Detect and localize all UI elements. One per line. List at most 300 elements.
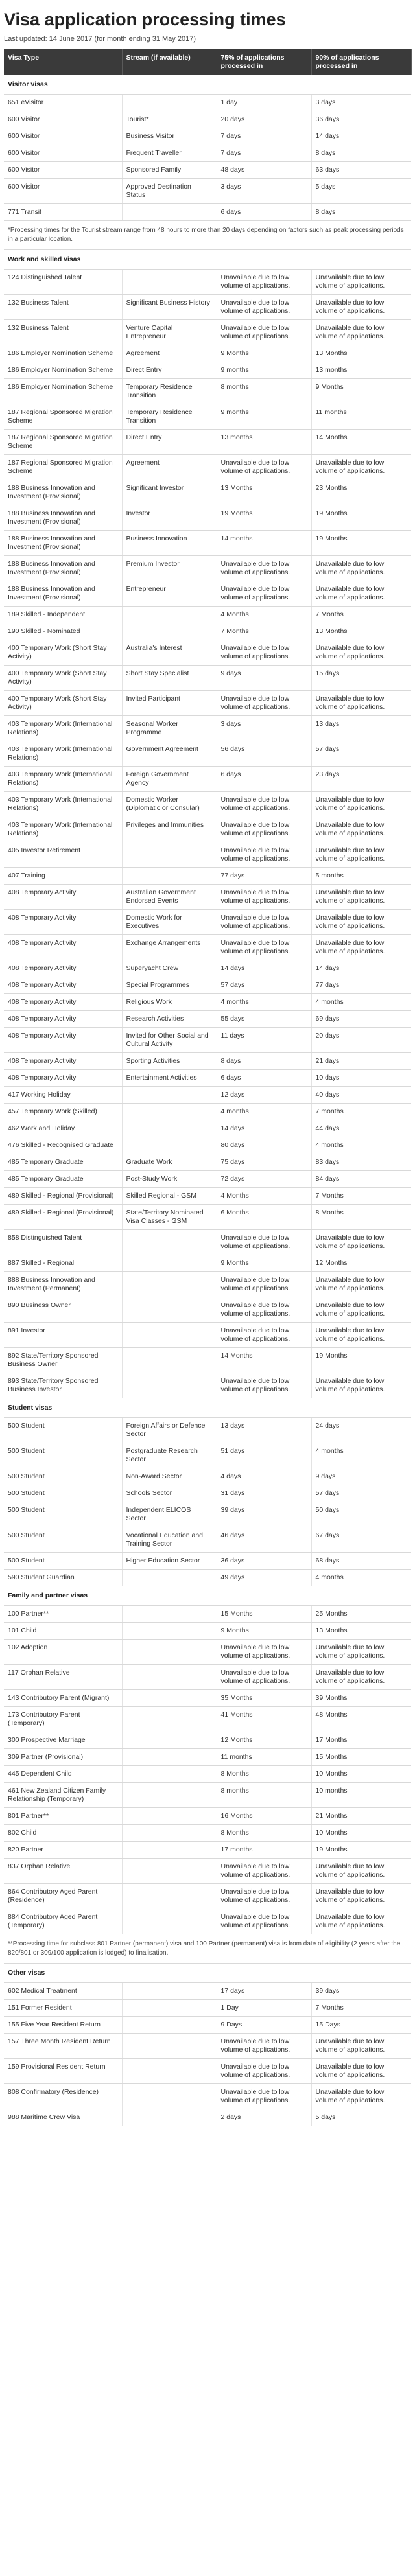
cell-75-percent: Unavailable due to low volume of applications.: [217, 691, 311, 716]
cell-stream: [122, 1859, 217, 1884]
cell-75-percent: 55 days: [217, 1011, 311, 1028]
cell-visa-type: 887 Skilled - Regional: [4, 1255, 122, 1272]
cell-90-percent: 68 days: [311, 1553, 411, 1570]
table-row: [4, 691, 411, 716]
section-header-row: [4, 250, 411, 270]
cell-90-percent: 5 months: [311, 868, 411, 885]
table-row: [4, 1859, 411, 1884]
table-row: [4, 2000, 411, 2017]
cell-75-percent: 72 days: [217, 1171, 311, 1188]
cell-90-percent: 63 days: [311, 162, 411, 179]
cell-stream: Post-Study Work: [122, 1171, 217, 1188]
cell-stream: [122, 1623, 217, 1640]
cell-visa-type: 403 Temporary Work (International Relations): [4, 767, 122, 792]
table-row: [4, 1070, 411, 1087]
cell-90-percent: 7 Months: [311, 607, 411, 623]
table-row: [4, 1418, 411, 1443]
table-row: [4, 128, 411, 145]
cell-90-percent: 36 days: [311, 111, 411, 128]
cell-visa-type: 408 Temporary Activity: [4, 1053, 122, 1070]
cell-stream: [122, 1323, 217, 1348]
cell-visa-type: 602 Medical Treatment: [4, 1983, 122, 2000]
cell-stream: Agreement: [122, 455, 217, 480]
cell-90-percent: 50 days: [311, 1502, 411, 1527]
table-row: [4, 1468, 411, 1485]
cell-90-percent: 5 days: [311, 179, 411, 204]
cell-stream: [122, 1297, 217, 1323]
cell-stream: [122, 1825, 217, 1842]
cell-visa-type: 300 Prospective Marriage: [4, 1732, 122, 1749]
cell-visa-type: 445 Dependent Child: [4, 1766, 122, 1783]
table-row: [4, 320, 411, 345]
table-row: [4, 1297, 411, 1323]
cell-stream: Government Agreement: [122, 741, 217, 767]
table-row: [4, 842, 411, 868]
cell-stream: State/Territory Nominated Visa Classes - GSM: [122, 1205, 217, 1230]
cell-stream: Agreement: [122, 345, 217, 362]
cell-75-percent: 39 days: [217, 1502, 311, 1527]
header-stream: Stream (if available): [122, 49, 217, 75]
cell-visa-type: 864 Contributory Aged Parent (Residence): [4, 1884, 122, 1909]
cell-stream: [122, 1640, 217, 1665]
cell-visa-type: 808 Confirmatory (Residence): [4, 2084, 122, 2109]
cell-stream: Invited for Other Social and Cultural Activity: [122, 1028, 217, 1053]
cell-90-percent: 8 Months: [311, 1205, 411, 1230]
cell-stream: Venture Capital Entrepreneur: [122, 320, 217, 345]
cell-90-percent: 19 Months: [311, 531, 411, 556]
cell-visa-type: 500 Student: [4, 1418, 122, 1443]
table-row: [4, 1373, 411, 1398]
cell-stream: Exchange Arrangements: [122, 935, 217, 960]
cell-stream: [122, 95, 217, 111]
cell-stream: [122, 1570, 217, 1586]
table-row: [4, 556, 411, 581]
cell-75-percent: 8 months: [217, 379, 311, 404]
cell-stream: [122, 1690, 217, 1707]
cell-75-percent: 17 days: [217, 1983, 311, 2000]
cell-90-percent: Unavailable due to low volume of applications.: [311, 455, 411, 480]
table-row: [4, 1783, 411, 1808]
table-row: [4, 1087, 411, 1104]
cell-75-percent: 4 days: [217, 1468, 311, 1485]
section-title: Family and partner visas: [4, 1586, 411, 1606]
cell-75-percent: 4 months: [217, 994, 311, 1011]
cell-75-percent: 3 days: [217, 179, 311, 204]
cell-75-percent: Unavailable due to low volume of applications.: [217, 842, 311, 868]
cell-visa-type: 188 Business Innovation and Investment (Provisional): [4, 531, 122, 556]
cell-stream: [122, 607, 217, 623]
table-row: [4, 2017, 411, 2034]
cell-stream: Religious Work: [122, 994, 217, 1011]
cell-stream: Seasonal Worker Programme: [122, 716, 217, 741]
cell-75-percent: 8 months: [217, 1783, 311, 1808]
cell-visa-type: 408 Temporary Activity: [4, 1070, 122, 1087]
cell-75-percent: 12 days: [217, 1087, 311, 1104]
cell-visa-type: 117 Orphan Relative: [4, 1665, 122, 1690]
cell-75-percent: Unavailable due to low volume of applications.: [217, 1640, 311, 1665]
cell-stream: [122, 1909, 217, 1934]
cell-90-percent: 39 days: [311, 1983, 411, 2000]
cell-visa-type: 600 Visitor: [4, 179, 122, 204]
cell-75-percent: Unavailable due to low volume of applications.: [217, 581, 311, 607]
cell-90-percent: Unavailable due to low volume of applications.: [311, 581, 411, 607]
cell-stream: Higher Education Sector: [122, 1553, 217, 1570]
table-row: [4, 1230, 411, 1255]
cell-90-percent: Unavailable due to low volume of applications.: [311, 1272, 411, 1297]
cell-stream: Vocational Education and Training Sector: [122, 1527, 217, 1553]
cell-stream: Schools Sector: [122, 1485, 217, 1502]
cell-75-percent: 9 Months: [217, 1623, 311, 1640]
cell-75-percent: 13 months: [217, 430, 311, 455]
cell-stream: Business Innovation: [122, 531, 217, 556]
cell-90-percent: Unavailable due to low volume of applications.: [311, 910, 411, 935]
table-row: [4, 1205, 411, 1230]
cell-90-percent: 40 days: [311, 1087, 411, 1104]
table-row: [4, 480, 411, 505]
cell-stream: Short Stay Specialist: [122, 666, 217, 691]
cell-90-percent: 15 Months: [311, 1749, 411, 1766]
page-title: Visa application processing times: [4, 10, 286, 29]
cell-stream: [122, 204, 217, 221]
cell-75-percent: 14 months: [217, 531, 311, 556]
cell-visa-type: 476 Skilled - Recognised Graduate: [4, 1137, 122, 1154]
cell-stream: Significant Business History: [122, 295, 217, 320]
cell-75-percent: Unavailable due to low volume of applications.: [217, 1859, 311, 1884]
cell-visa-type: 858 Distinguished Talent: [4, 1230, 122, 1255]
cell-90-percent: Unavailable due to low volume of applications.: [311, 2084, 411, 2109]
cell-75-percent: 19 Months: [217, 505, 311, 531]
table-row: [4, 607, 411, 623]
cell-90-percent: 10 months: [311, 1783, 411, 1808]
cell-90-percent: 11 months: [311, 404, 411, 430]
cell-visa-type: 186 Employer Nomination Scheme: [4, 345, 122, 362]
table-row: [4, 2034, 411, 2059]
cell-75-percent: Unavailable due to low volume of applications.: [217, 270, 311, 295]
cell-75-percent: Unavailable due to low volume of applications.: [217, 2084, 311, 2109]
cell-stream: [122, 868, 217, 885]
cell-stream: [122, 1087, 217, 1104]
cell-stream: Research Activities: [122, 1011, 217, 1028]
cell-90-percent: Unavailable due to low volume of applications.: [311, 556, 411, 581]
table-row: [4, 767, 411, 792]
table-row: [4, 1606, 411, 1623]
cell-stream: Independent ELICOS Sector: [122, 1502, 217, 1527]
cell-visa-type: 837 Orphan Relative: [4, 1859, 122, 1884]
cell-75-percent: 9 Days: [217, 2017, 311, 2034]
cell-75-percent: 17 months: [217, 1842, 311, 1859]
table-row: [4, 977, 411, 994]
cell-90-percent: 4 months: [311, 1443, 411, 1468]
cell-75-percent: 15 Months: [217, 1606, 311, 1623]
cell-75-percent: 6 days: [217, 767, 311, 792]
header-visa-type: Visa Type: [4, 49, 122, 75]
cell-75-percent: 13 days: [217, 1418, 311, 1443]
cell-visa-type: 132 Business Talent: [4, 295, 122, 320]
cell-90-percent: Unavailable due to low volume of applications.: [311, 935, 411, 960]
cell-90-percent: Unavailable due to low volume of applications.: [311, 1884, 411, 1909]
cell-stream: [122, 1783, 217, 1808]
section-header-row: [4, 1586, 411, 1606]
table-row: [4, 666, 411, 691]
section-header-row: [4, 1398, 411, 1418]
table-row: [4, 455, 411, 480]
cell-visa-type: 408 Temporary Activity: [4, 885, 122, 910]
cell-75-percent: 4 months: [217, 1104, 311, 1120]
cell-90-percent: 19 Months: [311, 1348, 411, 1373]
cell-90-percent: 4 months: [311, 994, 411, 1011]
table-row: [4, 1749, 411, 1766]
table-row: [4, 1255, 411, 1272]
table-row: [4, 1443, 411, 1468]
cell-90-percent: 13 months: [311, 362, 411, 379]
cell-90-percent: 14 Months: [311, 430, 411, 455]
table-row: [4, 179, 411, 204]
cell-75-percent: 9 Months: [217, 345, 311, 362]
table-row: [4, 1171, 411, 1188]
cell-visa-type: 884 Contributory Aged Parent (Temporary): [4, 1909, 122, 1934]
cell-90-percent: 8 days: [311, 145, 411, 162]
cell-visa-type: 188 Business Innovation and Investment (Provisional): [4, 505, 122, 531]
cell-visa-type: 309 Partner (Provisional): [4, 1749, 122, 1766]
cell-90-percent: 8 days: [311, 204, 411, 221]
cell-visa-type: 190 Skilled - Nominated: [4, 623, 122, 640]
table-row: [4, 1527, 411, 1553]
table-row: [4, 1732, 411, 1749]
cell-75-percent: Unavailable due to low volume of applications.: [217, 910, 311, 935]
cell-75-percent: 49 days: [217, 1570, 311, 1586]
table-row: [4, 295, 411, 320]
cell-visa-type: 771 Transit: [4, 204, 122, 221]
cell-75-percent: 57 days: [217, 977, 311, 994]
section-title: Visitor visas: [4, 75, 411, 95]
table-row: [4, 1272, 411, 1297]
cell-stream: [122, 1255, 217, 1272]
cell-visa-type: 102 Adoption: [4, 1640, 122, 1665]
cell-90-percent: 19 Months: [311, 1842, 411, 1859]
cell-visa-type: 801 Partner**: [4, 1808, 122, 1825]
table-row: [4, 1188, 411, 1205]
section-note-row: [4, 1934, 411, 1964]
table-row: [4, 1570, 411, 1586]
cell-visa-type: 893 State/Territory Sponsored Business Investor: [4, 1373, 122, 1398]
cell-75-percent: 9 days: [217, 666, 311, 691]
table-row: [4, 935, 411, 960]
table-row: [4, 1640, 411, 1665]
table-row: [4, 960, 411, 977]
table-row: [4, 531, 411, 556]
cell-stream: Non-Award Sector: [122, 1468, 217, 1485]
cell-75-percent: Unavailable due to low volume of applications.: [217, 2034, 311, 2059]
cell-visa-type: 988 Maritime Crew Visa: [4, 2109, 122, 2126]
cell-75-percent: Unavailable due to low volume of applications.: [217, 1373, 311, 1398]
cell-90-percent: Unavailable due to low volume of applications.: [311, 320, 411, 345]
cell-75-percent: 48 days: [217, 162, 311, 179]
section-note-row: [4, 221, 411, 250]
table-row: [4, 1665, 411, 1690]
cell-stream: Foreign Government Agency: [122, 767, 217, 792]
cell-stream: [122, 270, 217, 295]
table-row: [4, 1766, 411, 1783]
section-footnote: **Processing time for subclass 801 Partner (permanent) visa and 100 Partner (permanent) visa is from date of eligibility (2 years after the 820/801 or 309/100 application is lodged) to finalisation.: [4, 1934, 411, 1964]
cell-90-percent: 23 Months: [311, 480, 411, 505]
cell-75-percent: 75 days: [217, 1154, 311, 1171]
cell-75-percent: 4 Months: [217, 607, 311, 623]
cell-stream: Foreign Affairs or Defence Sector: [122, 1418, 217, 1443]
cell-visa-type: 101 Child: [4, 1623, 122, 1640]
cell-90-percent: Unavailable due to low volume of applications.: [311, 1909, 411, 1934]
cell-visa-type: 155 Five Year Resident Return: [4, 2017, 122, 2034]
cell-90-percent: Unavailable due to low volume of applications.: [311, 1323, 411, 1348]
table-row: [4, 741, 411, 767]
table-row: [4, 404, 411, 430]
table-row: [4, 1053, 411, 1070]
cell-visa-type: 600 Visitor: [4, 145, 122, 162]
table-row: [4, 1120, 411, 1137]
cell-90-percent: 20 days: [311, 1028, 411, 1053]
cell-90-percent: 19 Months: [311, 505, 411, 531]
cell-stream: [122, 1373, 217, 1398]
cell-90-percent: 15 days: [311, 666, 411, 691]
cell-75-percent: Unavailable due to low volume of applications.: [217, 320, 311, 345]
cell-stream: [122, 1766, 217, 1783]
cell-stream: Domestic Work for Executives: [122, 910, 217, 935]
cell-90-percent: Unavailable due to low volume of applications.: [311, 295, 411, 320]
last-updated: Last updated: 14 June 2017 (for month ending 31 May 2017): [4, 35, 196, 43]
cell-visa-type: 159 Provisional Resident Return: [4, 2059, 122, 2084]
cell-75-percent: 31 days: [217, 1485, 311, 1502]
cell-visa-type: 500 Student: [4, 1468, 122, 1485]
table-row: [4, 204, 411, 221]
cell-stream: [122, 1272, 217, 1297]
cell-visa-type: 403 Temporary Work (International Relations): [4, 817, 122, 842]
cell-90-percent: Unavailable due to low volume of applications.: [311, 691, 411, 716]
cell-90-percent: Unavailable due to low volume of applications.: [311, 842, 411, 868]
cell-75-percent: 14 days: [217, 960, 311, 977]
cell-visa-type: 408 Temporary Activity: [4, 1028, 122, 1053]
table-row: [4, 1842, 411, 1859]
cell-stream: [122, 1983, 217, 2000]
section-title: Work and skilled visas: [4, 250, 411, 270]
cell-stream: Superyacht Crew: [122, 960, 217, 977]
section-header-row: [4, 75, 411, 95]
cell-visa-type: 157 Three Month Resident Return: [4, 2034, 122, 2059]
cell-90-percent: Unavailable due to low volume of applications.: [311, 1230, 411, 1255]
cell-stream: [122, 2109, 217, 2126]
table-row: [4, 1502, 411, 1527]
cell-90-percent: 77 days: [311, 977, 411, 994]
table-row: [4, 2059, 411, 2084]
cell-stream: [122, 1137, 217, 1154]
cell-stream: Temporary Residence Transition: [122, 404, 217, 430]
table-row: [4, 1884, 411, 1909]
cell-75-percent: 13 Months: [217, 480, 311, 505]
cell-stream: Entertainment Activities: [122, 1070, 217, 1087]
table-row: [4, 145, 411, 162]
cell-90-percent: Unavailable due to low volume of applications.: [311, 817, 411, 842]
cell-visa-type: 132 Business Talent: [4, 320, 122, 345]
cell-stream: Postgraduate Research Sector: [122, 1443, 217, 1468]
cell-75-percent: Unavailable due to low volume of applications.: [217, 792, 311, 817]
cell-stream: [122, 1104, 217, 1120]
cell-stream: [122, 2017, 217, 2034]
cell-90-percent: Unavailable due to low volume of applications.: [311, 2034, 411, 2059]
cell-stream: Approved Destination Status: [122, 179, 217, 204]
cell-visa-type: 500 Student: [4, 1502, 122, 1527]
table-row: [4, 270, 411, 295]
cell-stream: Australian Government Endorsed Events: [122, 885, 217, 910]
cell-75-percent: 41 Months: [217, 1707, 311, 1732]
cell-90-percent: 14 days: [311, 960, 411, 977]
cell-visa-type: 485 Temporary Graduate: [4, 1171, 122, 1188]
cell-stream: [122, 1606, 217, 1623]
cell-stream: [122, 1665, 217, 1690]
cell-90-percent: 10 days: [311, 1070, 411, 1087]
cell-90-percent: 83 days: [311, 1154, 411, 1171]
cell-visa-type: 173 Contributory Parent (Temporary): [4, 1707, 122, 1732]
cell-75-percent: 80 days: [217, 1137, 311, 1154]
section-footnote: *Processing times for the Tourist stream range from 48 hours to more than 20 days depending on factors such as peak processing periods in a particular location.: [4, 221, 411, 250]
cell-stream: Skilled Regional - GSM: [122, 1188, 217, 1205]
table-row: [4, 1323, 411, 1348]
table-row: [4, 1909, 411, 1934]
cell-75-percent: Unavailable due to low volume of applications.: [217, 1909, 311, 1934]
cell-stream: Sponsored Family: [122, 162, 217, 179]
cell-visa-type: 408 Temporary Activity: [4, 977, 122, 994]
cell-stream: [122, 1707, 217, 1732]
table-row: [4, 379, 411, 404]
cell-75-percent: 56 days: [217, 741, 311, 767]
cell-visa-type: 400 Temporary Work (Short Stay Activity): [4, 640, 122, 666]
table-row: [4, 430, 411, 455]
table-row: [4, 1553, 411, 1570]
cell-90-percent: 15 Days: [311, 2017, 411, 2034]
cell-90-percent: Unavailable due to low volume of applications.: [311, 270, 411, 295]
cell-75-percent: 8 Months: [217, 1825, 311, 1842]
cell-90-percent: Unavailable due to low volume of applications.: [311, 792, 411, 817]
cell-visa-type: 187 Regional Sponsored Migration Scheme: [4, 404, 122, 430]
cell-75-percent: 14 days: [217, 1120, 311, 1137]
cell-75-percent: 4 Months: [217, 1188, 311, 1205]
cell-visa-type: 188 Business Innovation and Investment (Provisional): [4, 480, 122, 505]
cell-90-percent: 24 days: [311, 1418, 411, 1443]
cell-visa-type: 500 Student: [4, 1443, 122, 1468]
cell-visa-type: 417 Working Holiday: [4, 1087, 122, 1104]
cell-75-percent: 9 months: [217, 404, 311, 430]
cell-75-percent: 6 days: [217, 204, 311, 221]
cell-75-percent: 1 day: [217, 95, 311, 111]
cell-visa-type: 888 Business Innovation and Investment (Permanent): [4, 1272, 122, 1297]
cell-stream: Business Visitor: [122, 128, 217, 145]
header-75-percent: 75% of applications processed in: [217, 49, 311, 75]
cell-stream: Frequent Traveller: [122, 145, 217, 162]
cell-stream: [122, 1732, 217, 1749]
cell-75-percent: 9 Months: [217, 1255, 311, 1272]
table-row: [4, 1707, 411, 1732]
cell-90-percent: Unavailable due to low volume of applications.: [311, 1640, 411, 1665]
cell-75-percent: Unavailable due to low volume of applications.: [217, 640, 311, 666]
cell-75-percent: 36 days: [217, 1553, 311, 1570]
header-90-percent: 90% of applications processed in: [311, 49, 411, 75]
table-row: [4, 1011, 411, 1028]
cell-visa-type: 100 Partner**: [4, 1606, 122, 1623]
cell-90-percent: 44 days: [311, 1120, 411, 1137]
cell-75-percent: 7 days: [217, 145, 311, 162]
table-row: [4, 885, 411, 910]
table-row: [4, 994, 411, 1011]
table-row: [4, 581, 411, 607]
cell-90-percent: 7 Months: [311, 1188, 411, 1205]
cell-90-percent: 21 days: [311, 1053, 411, 1070]
